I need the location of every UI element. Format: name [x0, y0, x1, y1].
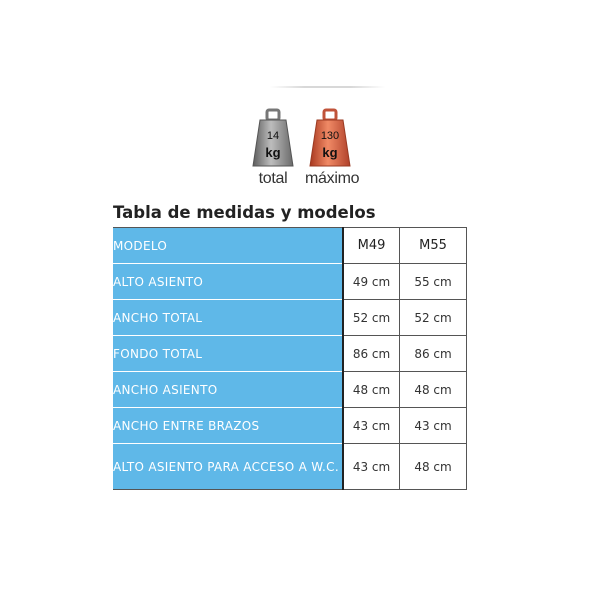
table-row [113, 408, 467, 444]
row-label: ANCHO ASIENTO [113, 372, 343, 408]
weight-max [305, 108, 360, 188]
table-row [113, 372, 467, 408]
cell-m55: 52 cm [400, 300, 467, 336]
weight-max-unit: kg [322, 145, 338, 160]
cell-m49: 48 cm [343, 372, 400, 408]
row-label: FONDO TOTAL [113, 336, 343, 372]
cell-m55: 48 cm [400, 444, 467, 490]
table-row [113, 300, 467, 336]
weight-max-label: máximo [305, 170, 360, 187]
cell-m55: 48 cm [400, 372, 467, 408]
cell-m49: 43 cm [343, 444, 400, 490]
header-model-m49: M49 [343, 228, 400, 264]
row-label: ANCHO TOTAL [113, 300, 343, 336]
cell-m55: 43 cm [400, 408, 467, 444]
weight-max-number: 130 [320, 130, 340, 142]
table-row [113, 444, 467, 490]
row-label: ALTO ASIENTO [113, 264, 343, 300]
weight-total [248, 108, 298, 188]
table-row [113, 264, 467, 300]
cell-m55: 86 cm [400, 336, 467, 372]
table-row [113, 336, 467, 372]
header-label: MODELO [113, 228, 343, 264]
weight-total-number: 14 [266, 130, 280, 142]
cell-m55: 55 cm [400, 264, 467, 300]
row-label: ALTO ASIENTO PARA ACCESO A W.C. [113, 444, 343, 490]
cell-m49: 86 cm [343, 336, 400, 372]
specs-table [113, 227, 467, 490]
weight-total-label: total [258, 170, 288, 187]
weight-total-unit: kg [265, 145, 281, 160]
cell-m49: 49 cm [343, 264, 400, 300]
header-model-m55: M55 [400, 228, 467, 264]
table-title: Tabla de medidas y modelos [113, 203, 376, 222]
cell-m49: 43 cm [343, 408, 400, 444]
cell-m49: 52 cm [343, 300, 400, 336]
decorative-rule [270, 86, 385, 88]
table-header-row [113, 228, 467, 264]
row-label: ANCHO ENTRE BRAZOS [113, 408, 343, 444]
